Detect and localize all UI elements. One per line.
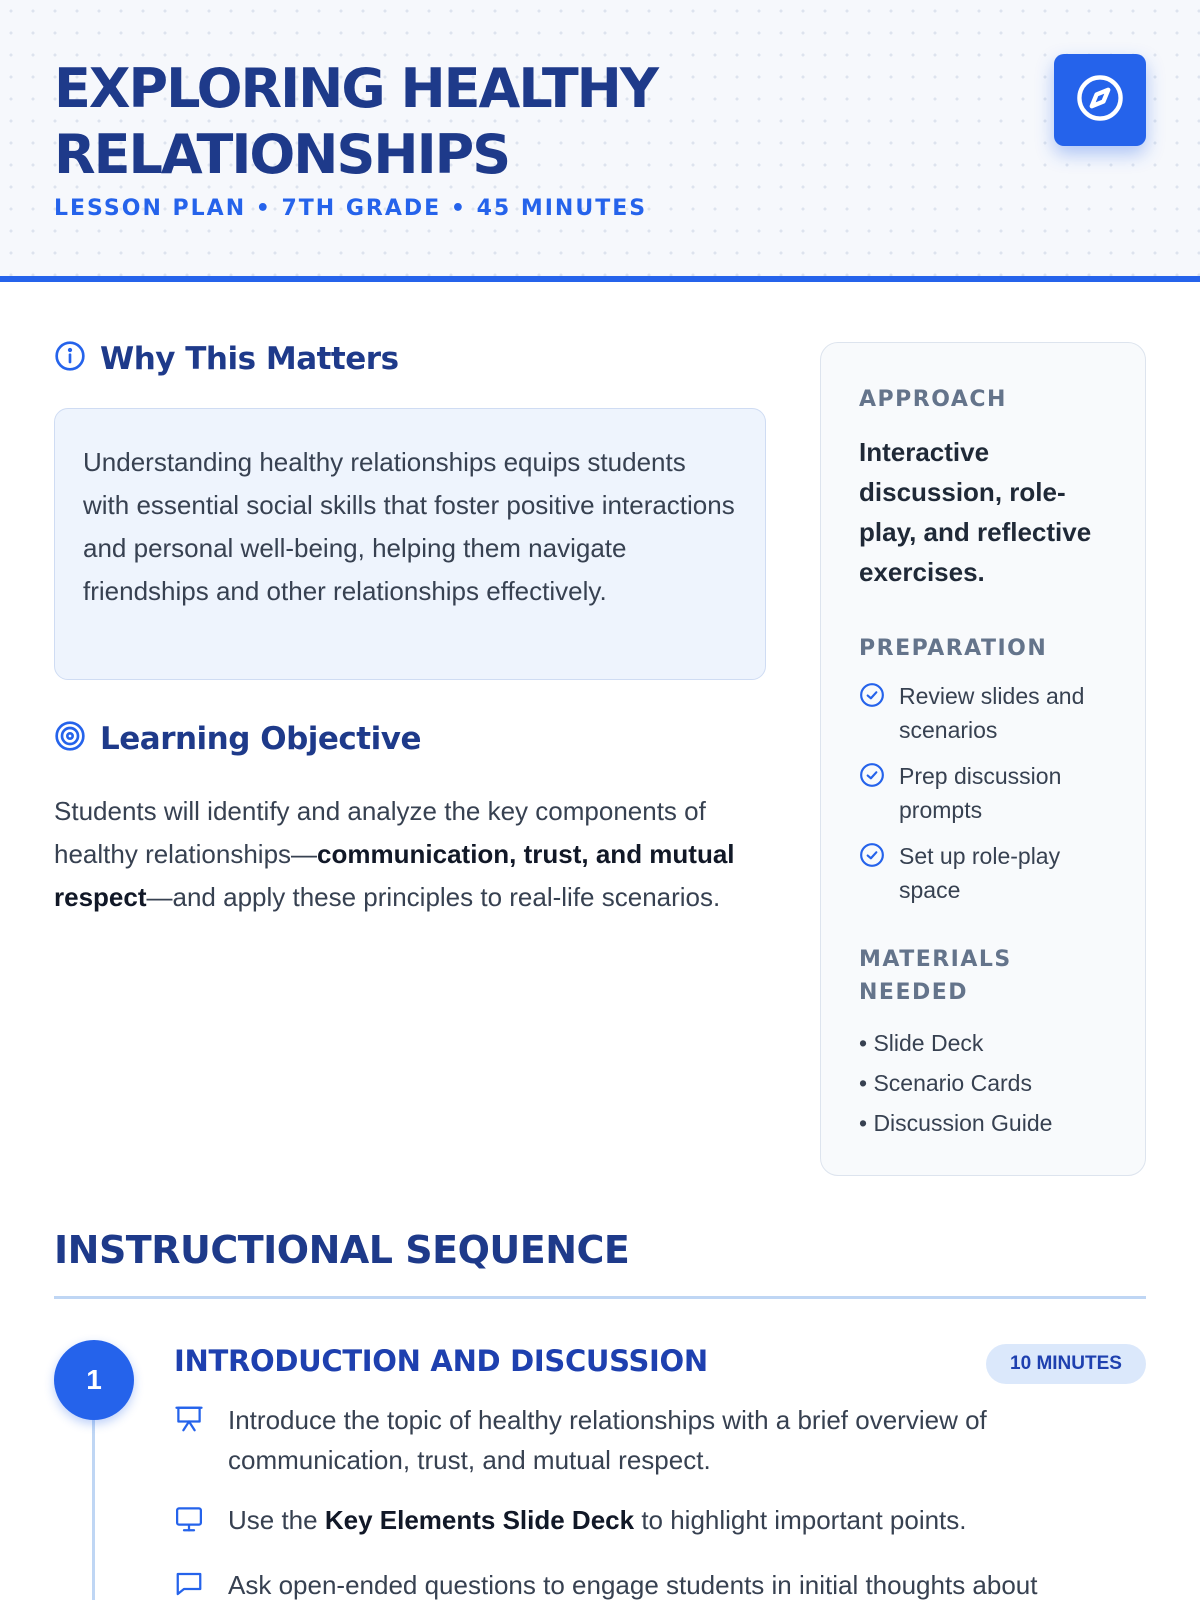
why-box [54,408,766,680]
objective-text-before: Students will identify and analyze the key components of healthy relationships— [54,796,706,869]
list-item [859,759,1107,827]
list-item: • Slide Deck [859,1030,984,1056]
step-item-text: Ask open-ended questions to engage students in initial thoughts about [228,1570,1038,1600]
objective-text-bold: communication, trust, and mutual respect [54,839,735,912]
step-item-text-before: Use the [228,1505,325,1535]
page-header [0,0,1200,282]
preparation-item-text: Prep discussion prompts [899,763,1062,823]
objective-text-after: —and apply these principles to real-life scenarios. [146,882,721,912]
preparation-label: PREPARATION [859,636,1048,661]
timeline-line [92,1390,95,1600]
step-items [174,1400,1144,1600]
list-item [174,1500,1144,1545]
step-item-text [228,1500,967,1545]
approach-text: Interactive discussion, role-play, and reflective exercises. [859,437,1092,587]
chat-bubble-icon [174,1569,206,1600]
preparation-item-text: Review slides and scenarios [899,683,1085,743]
list-item [174,1400,1144,1480]
info-icon [54,340,86,377]
page-title: EXPLORING HEALTHY RELATIONSHIPS [54,57,657,186]
approach-label: APPROACH [859,387,1007,412]
compass-badge [1054,54,1146,146]
target-icon [54,720,86,757]
why-heading-label: Why This Matters [100,340,399,377]
list-item [174,1565,1144,1600]
monitor-icon [174,1504,206,1545]
list-item [859,839,1107,907]
step-item-text-after: to highlight important points. [634,1505,967,1535]
step-number: 1 [54,1340,134,1420]
slide-deck-name: Key Elements Slide Deck [324,1505,635,1535]
list-item [859,679,1107,747]
preparation-list [859,679,1107,907]
materials-list [859,1023,1107,1143]
duration-badge: 10 MINUTES [986,1344,1146,1384]
list-item: • Discussion Guide [859,1110,1053,1136]
lesson-subtitle: LESSON PLAN • 7TH GRADE • 45 MINUTES [54,196,648,221]
check-circle-icon [859,682,887,747]
step-title: INTRODUCTION AND DISCUSSION [174,1344,708,1378]
objective-heading-label: Learning Objective [100,720,421,757]
compass-icon [1074,72,1126,129]
presentation-icon [174,1404,206,1480]
why-heading [54,340,399,377]
preparation-item-text: Set up role-play space [899,843,1061,903]
objective-heading [54,720,421,757]
sequence-title: INSTRUCTIONAL SEQUENCE [54,1228,630,1272]
lesson-sidebar-card [820,342,1146,1176]
step-item-text: Introduce the topic of healthy relationships with a brief overview of communication, trust, and mutual respect. [228,1405,987,1475]
list-item: • Scenario Cards [859,1070,1032,1096]
why-body: Understanding healthy relationships equips students with essential social skills that foster positive interactions and personal well-being, helping them navigate friendships and other relationships effectively. [83,447,735,606]
objective-text [54,790,766,919]
check-circle-icon [859,762,887,827]
section-divider [54,1296,1146,1299]
check-circle-icon [859,842,887,907]
materials-label: MATERIALS NEEDED [859,947,1012,1005]
